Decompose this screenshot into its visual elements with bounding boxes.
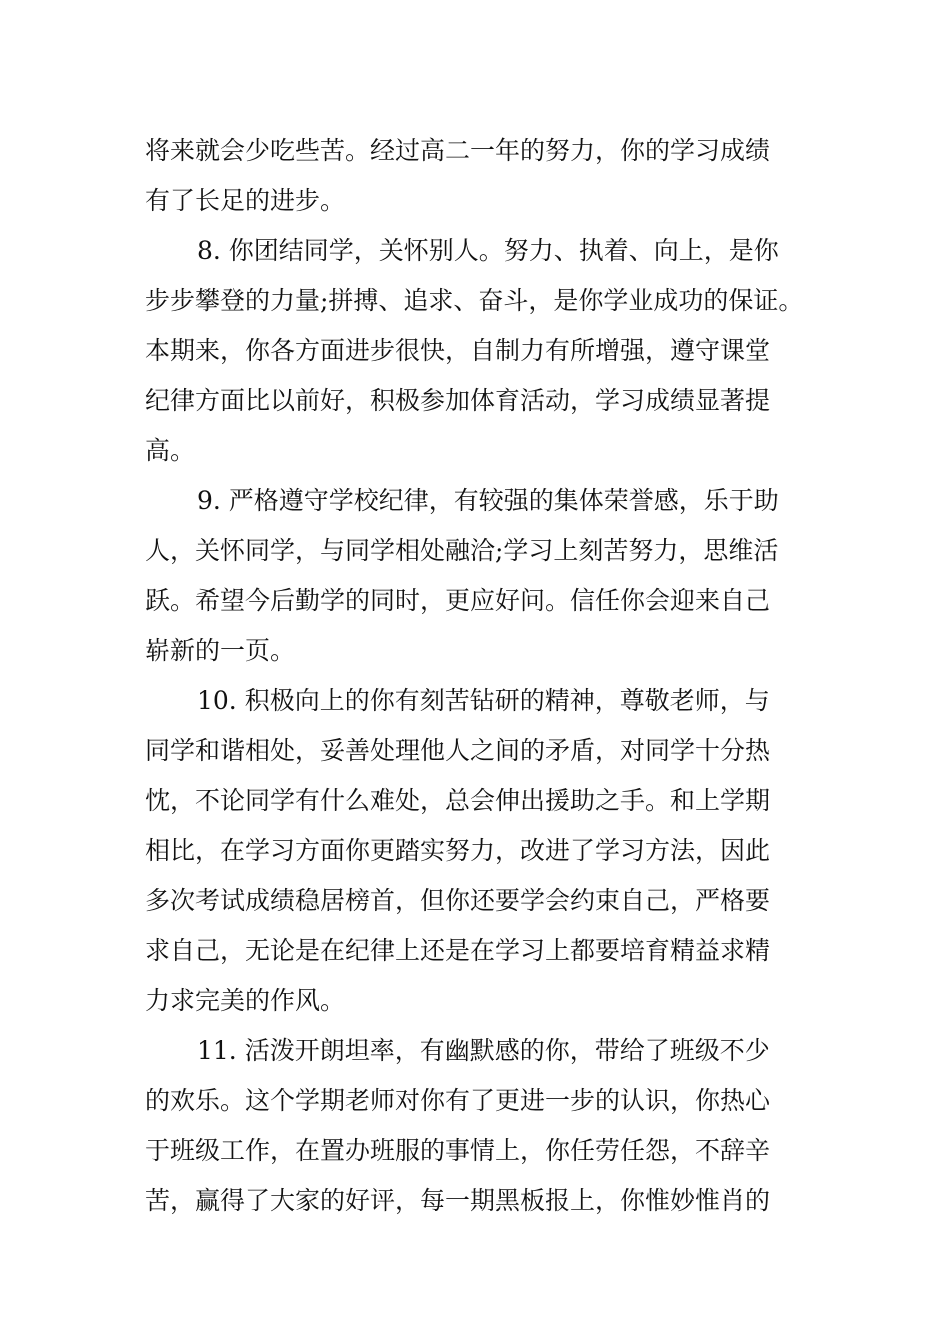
text-line-first: 8. 你团结同学，关怀别人。努力、执着、向上，是你 (197, 236, 779, 265)
text-line: 多次考试成绩稳居榜首，但你还要学会约束自己，严格要 (145, 886, 771, 915)
text-line: 跃。希望今后勤学的同时，更应好问。信任你会迎来自己 (145, 586, 771, 615)
text-line: 苦，赢得了大家的好评，每一期黑板报上，你惟妙惟肖的 (145, 1186, 771, 1215)
document-body (145, 126, 815, 1226)
paragraph-item-8 (145, 226, 815, 476)
paragraph-item-9 (145, 476, 815, 676)
text-line: 于班级工作，在置办班服的事情上，你任劳任怨，不辞辛 (145, 1136, 771, 1165)
text-line: 步步攀登的力量;拼搏、追求、奋斗，是你学业成功的保证。 (145, 286, 804, 315)
text-line: 将来就会少吃些苦。经过高二一年的努力，你的学习成绩 (145, 136, 771, 165)
text-line-first: 11. 活泼开朗坦率，有幽默感的你，带给了班级不少 (197, 1036, 770, 1065)
text-line: 力求完美的作风。 (145, 986, 346, 1015)
text-line: 同学和谐相处，妥善处理他人之间的矛盾，对同学十分热 (145, 736, 771, 765)
paragraph-item-10 (145, 676, 815, 1026)
text-line: 纪律方面比以前好，积极参加体育活动，学习成绩显著提 (145, 386, 771, 415)
paragraph-continuation (145, 126, 815, 226)
paragraph-item-11 (145, 1026, 815, 1226)
text-line: 求自己，无论是在纪律上还是在学习上都要培育精益求精 (145, 936, 771, 965)
text-line: 有了长足的进步。 (145, 186, 346, 215)
text-line-first: 9. 严格遵守学校纪律，有较强的集体荣誉感，乐于助 (197, 486, 779, 515)
text-line: 的欢乐。这个学期老师对你有了更进一步的认识，你热心 (145, 1086, 771, 1115)
text-line: 高。 (145, 436, 196, 465)
text-line: 本期来，你各方面进步很快，自制力有所增强，遵守课堂 (145, 336, 771, 365)
text-line: 崭新的一页。 (145, 636, 296, 665)
text-line: 忱，不论同学有什么难处，总会伸出援助之手。和上学期 (145, 786, 771, 815)
text-line-first: 10. 积极向上的你有刻苦钻研的精神，尊敬老师，与 (197, 686, 770, 715)
text-line: 人，关怀同学，与同学相处融洽;学习上刻苦努力，思维活 (145, 536, 779, 565)
text-line: 相比，在学习方面你更踏实努力，改进了学习方法，因此 (145, 836, 771, 865)
